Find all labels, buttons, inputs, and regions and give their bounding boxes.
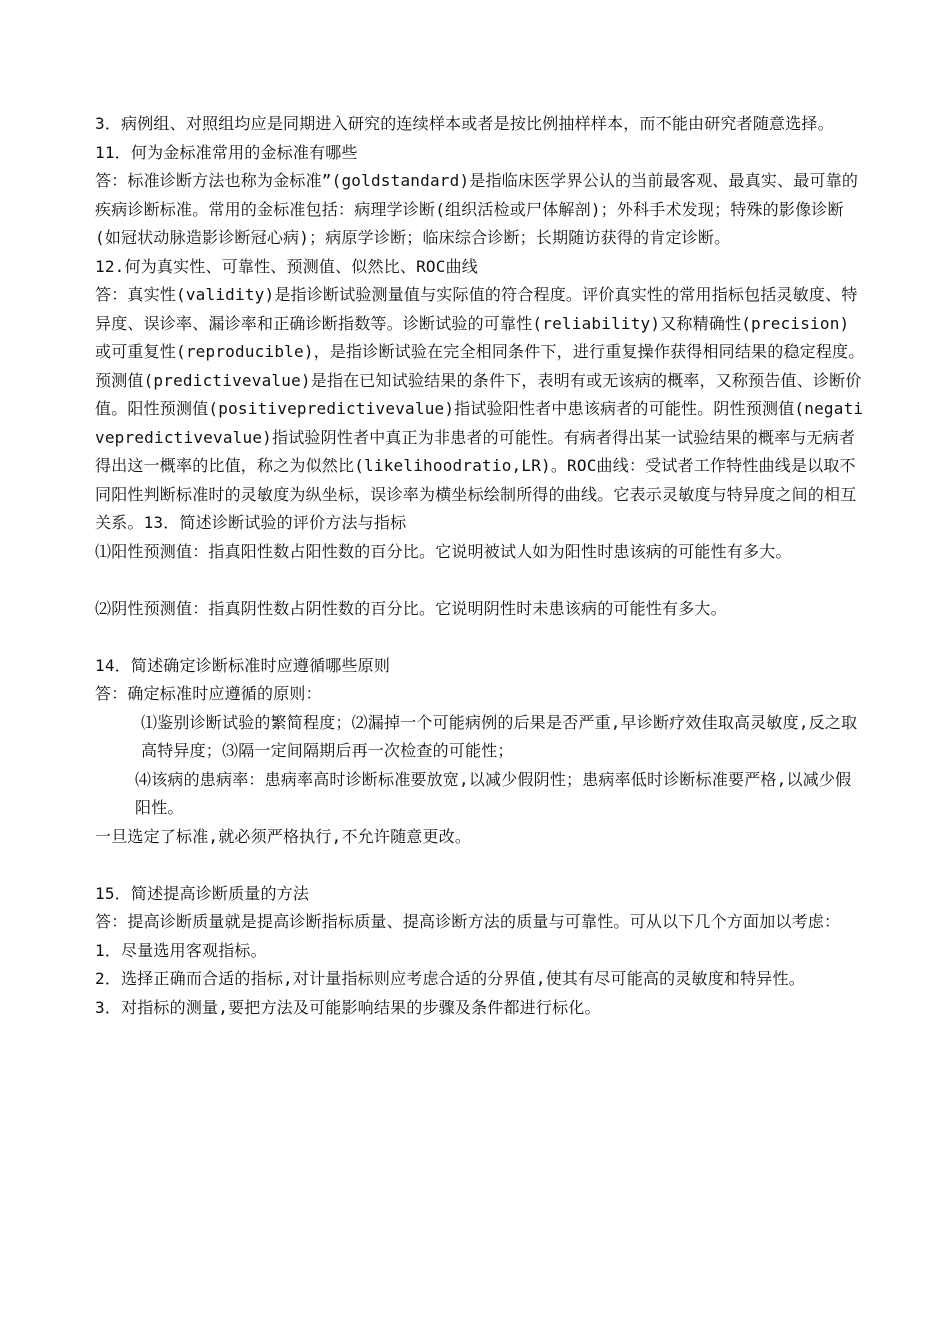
paragraph: 3．病例组、对照组均应是同期进入研究的连续样本或者是按比例抽样样本，而不能由研究者随意选择。 bbox=[95, 114, 834, 133]
list-item: 3．对指标的测量,要把方法及可能影响结果的步骤及条件都进行标化。 bbox=[95, 997, 601, 1017]
document-body bbox=[95, 110, 865, 1022]
paragraph: 一旦选定了标准,就必须严格执行,不允许随意更改。 bbox=[95, 826, 472, 846]
paragraph: 答：确定标准时应遵循的原则： bbox=[95, 684, 322, 703]
question-heading: 15．简述提高诊断质量的方法 bbox=[95, 883, 310, 903]
list-item: ⑷该病的患病率：患病率高时诊断标准要放宽,以减少假阴性；患病率低时诊断标准要严格,以减少假阳性。 bbox=[135, 769, 852, 817]
question-heading: 12.何为真实性、可靠性、预测值、似然比、ROC曲线 bbox=[95, 256, 478, 276]
paragraph: 答：标准诊断方法也称为金标准”(goldstandard)是指临床医学界公认的当前最客观、最真实、最可靠的疾病诊断标准。常用的金标准包括：病理学诊断(组织活检或尸体解剖)；外科手术发现；特殊的影像诊断(如冠状动脉造影诊断冠心病)；病原学诊断；临床综合诊断；长期随访获得的肯定诊断。 bbox=[95, 171, 859, 247]
list-item: 2．选择正确而合适的指标,对计量指标则应考虑合适的分界值,使其有尽可能高的灵敏度和特异性。 bbox=[95, 969, 805, 988]
question-heading: 14．简述确定诊断标准时应遵循哪些原则 bbox=[95, 655, 391, 675]
paragraph: 答：真实性(validity)是指诊断试验测量值与实际值的符合程度。评价真实性的常用指标包括灵敏度、特异度、误诊率、漏诊率和正确诊断指数等。诊断试验的可靠性(reliability)又称精确性(precision)或可重复性(reproducible)，是指诊断试验在完全相同条件下，进行重复操作获得相同结果的稳定程度。预测值(predictivevalue)是指在已知试验结果的条件下，表明有或无该病的概率，又称预告值、诊断价值。阳性预测值(positivepredictivevalue)指试验阳性者中患该病者的可能性。阴性预测值(negativepredictivevalue)指试验阴性者中真正为非患者的可能性。有病者得出某一试验结果的概率与无病者得出这一概率的比值，称之为似然比(likelihoodratio,LR)。ROC曲线：受试者工作特性曲线是以取不同阳性判断标准时的灵敏度为纵坐标，误诊率为横坐标绘制所得的曲线。它表示灵敏度与特异度之间的相互关系。13．简述诊断试验的评价方法与指标 bbox=[95, 285, 865, 532]
list-item: ⑴鉴别诊断试验的繁简程度；⑵漏掉一个可能病例的后果是否严重,早诊断疗效佳取高灵敏度,反之取高特异度；⑶隔一定间隔期后再一次检查的可能性； bbox=[141, 712, 858, 760]
blank-line bbox=[95, 566, 865, 595]
paragraph: ⑴阳性预测值：指真阳性数占阳性数的百分比。它说明被试人如为阳性时患该病的可能性有多大。 bbox=[95, 541, 792, 561]
paragraph: 答：提高诊断质量就是提高诊断指标质量、提高诊断方法的质量与可靠性。可从以下几个方面加以考虑： bbox=[95, 912, 841, 931]
paragraph: ⑵阴性预测值：指真阴性数占阴性数的百分比。它说明阴性时未患该病的可能性有多大。 bbox=[95, 598, 727, 618]
list-item: 1．尽量选用客观指标。 bbox=[95, 940, 267, 960]
blank-line bbox=[95, 623, 865, 652]
question-heading: 11．何为金标准常用的金标准有哪些 bbox=[95, 142, 358, 162]
blank-line bbox=[95, 851, 865, 880]
